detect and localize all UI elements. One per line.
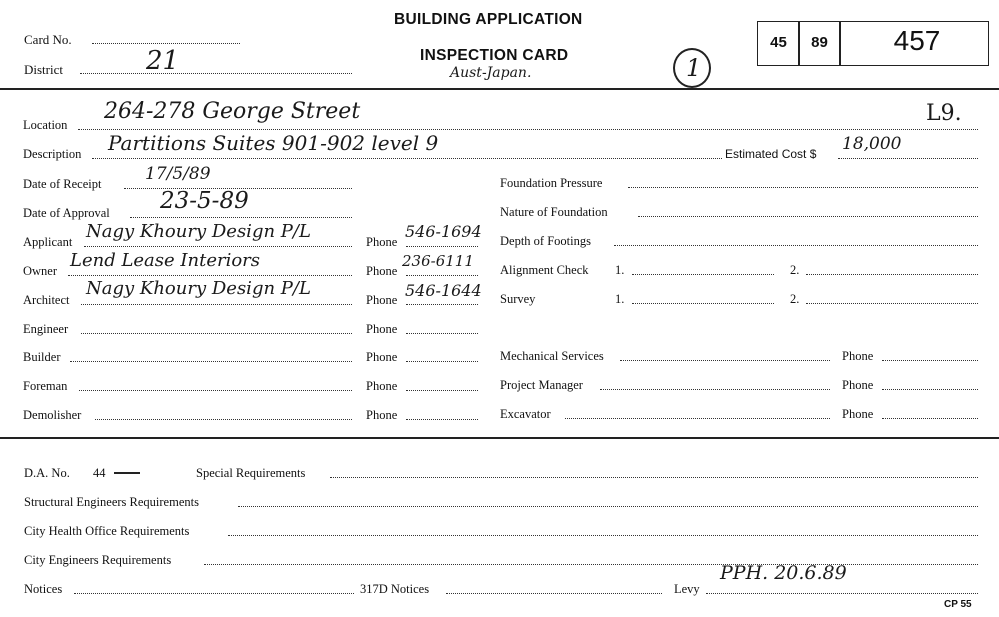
survey-field-1[interactable]: [632, 294, 774, 304]
builder-phone-field[interactable]: [406, 352, 478, 362]
description-label: Description: [23, 147, 82, 161]
structural-label: Structural Engineers Requirements: [24, 495, 199, 509]
builder-label: Builder: [23, 350, 61, 364]
foreman-phone-label: Phone: [366, 379, 398, 393]
mechanical-phone-field[interactable]: [882, 351, 978, 361]
estimated-cost-label: Estimated Cost $: [725, 147, 817, 161]
project-manager-field[interactable]: [600, 380, 830, 390]
form-subtitle: INSPECTION CARD: [420, 47, 569, 64]
demolisher-phone-field[interactable]: [406, 410, 478, 420]
card-no-field[interactable]: [92, 34, 240, 44]
owner-phone-label: Phone: [366, 264, 398, 278]
alignment-field-1[interactable]: [632, 265, 774, 275]
city-engineers-label: City Engineers Requirements: [24, 553, 172, 567]
owner-phone: 236-6111: [402, 252, 474, 270]
health-label: City Health Office Requirements: [24, 524, 190, 538]
notices-field[interactable]: [74, 584, 354, 594]
location-value: 264-278 George Street: [104, 99, 361, 124]
builder-field[interactable]: [70, 352, 352, 362]
notices317-field[interactable]: [446, 584, 662, 594]
levy-field[interactable]: [706, 584, 978, 594]
middle-rule: [0, 437, 999, 439]
excavator-phone-field[interactable]: [882, 409, 978, 419]
district-field[interactable]: [80, 64, 352, 74]
excavator-phone-label: Phone: [842, 407, 874, 421]
alignment-num-1: 1.: [615, 263, 625, 277]
date-receipt-label: Date of Receipt: [23, 177, 102, 191]
estimated-cost-value: 18,000: [842, 134, 902, 154]
project-manager-label: Project Manager: [500, 378, 583, 392]
ref-divider: [839, 21, 841, 66]
survey-label: Survey: [500, 292, 536, 306]
nature-foundation-field[interactable]: [638, 207, 978, 217]
date-approval-label: Date of Approval: [23, 206, 110, 220]
survey-num-1: 1.: [615, 292, 625, 306]
owner-value: Lend Lease Interiors: [70, 250, 261, 271]
demolisher-phone-label: Phone: [366, 408, 398, 422]
ref-number: 457: [893, 25, 941, 56]
city-engineers-field[interactable]: [204, 555, 978, 565]
engineer-phone-label: Phone: [366, 322, 398, 336]
owner-label: Owner: [23, 264, 58, 278]
survey-num-2: 2.: [790, 292, 800, 306]
da-no-dash: [114, 472, 140, 474]
applicant-phone-label: Phone: [366, 235, 398, 249]
foreman-field[interactable]: [79, 381, 352, 391]
depth-footings-field[interactable]: [614, 236, 978, 246]
date-approval-value: 23-5-89: [160, 188, 249, 214]
architect-label: Architect: [23, 293, 70, 307]
mechanical-field[interactable]: [620, 351, 830, 361]
alignment-num-2: 2.: [790, 263, 800, 277]
depth-footings-label: Depth of Footings: [500, 234, 591, 248]
district-label: District: [24, 62, 63, 77]
applicant-label: Applicant: [23, 235, 73, 249]
architect-phone: 546-1644: [405, 281, 482, 300]
foundation-pressure-label: Foundation Pressure: [500, 176, 603, 190]
notices-label: Notices: [24, 582, 63, 596]
health-field[interactable]: [228, 526, 978, 536]
mechanical-phone-label: Phone: [842, 349, 874, 363]
card-no-label: Card No.: [24, 32, 72, 47]
foreman-phone-field[interactable]: [406, 381, 478, 391]
da-no-label: D.A. No.: [24, 466, 70, 480]
ref-cell-2: 89: [811, 34, 828, 51]
special-requirements-label: Special Requirements: [196, 466, 306, 480]
engineer-label: Engineer: [23, 322, 69, 336]
demolisher-label: Demolisher: [23, 408, 82, 422]
alignment-check-label: Alignment Check: [500, 263, 589, 277]
foreman-label: Foreman: [23, 379, 68, 393]
title-note: Aust-Japan.: [450, 65, 532, 81]
district-value: 21: [146, 46, 180, 76]
da-no-value: 44: [93, 466, 106, 480]
engineer-phone-field[interactable]: [406, 324, 478, 334]
description-value: Partitions Suites 901-902 level 9: [108, 131, 439, 155]
survey-field-2[interactable]: [806, 294, 978, 304]
levy-label: Levy: [674, 582, 700, 596]
applicant-value: Nagy Khoury Design P/L: [86, 221, 311, 242]
excavator-label: Excavator: [500, 407, 551, 421]
project-manager-phone-field[interactable]: [882, 380, 978, 390]
nature-foundation-label: Nature of Foundation: [500, 205, 608, 219]
date-receipt-value: 17/5/89: [145, 164, 211, 184]
excavator-field[interactable]: [565, 409, 830, 419]
level-mark: L9.: [926, 101, 962, 126]
special-requirements-field[interactable]: [330, 468, 978, 478]
architect-phone-label: Phone: [366, 293, 398, 307]
mechanical-label: Mechanical Services: [500, 349, 604, 363]
circled-number: 1: [686, 54, 702, 82]
applicant-phone: 546-1694: [405, 222, 482, 241]
notices317-label: 317D Notices: [360, 582, 430, 596]
levy-value: PPH. 20.6.89: [720, 562, 847, 584]
project-manager-phone-label: Phone: [842, 378, 874, 392]
builder-phone-label: Phone: [366, 350, 398, 364]
architect-value: Nagy Khoury Design P/L: [86, 278, 311, 299]
demolisher-field[interactable]: [95, 410, 352, 420]
alignment-field-2[interactable]: [806, 265, 978, 275]
location-label: Location: [23, 118, 68, 132]
structural-field[interactable]: [238, 497, 978, 507]
engineer-field[interactable]: [81, 324, 352, 334]
foundation-pressure-field[interactable]: [628, 178, 978, 188]
ref-cell-1: 45: [770, 34, 787, 51]
circled-number-mark: [673, 48, 711, 88]
top-rule: [0, 88, 999, 90]
form-title: BUILDING APPLICATION: [394, 11, 583, 28]
form-code: CP 55: [944, 599, 972, 610]
